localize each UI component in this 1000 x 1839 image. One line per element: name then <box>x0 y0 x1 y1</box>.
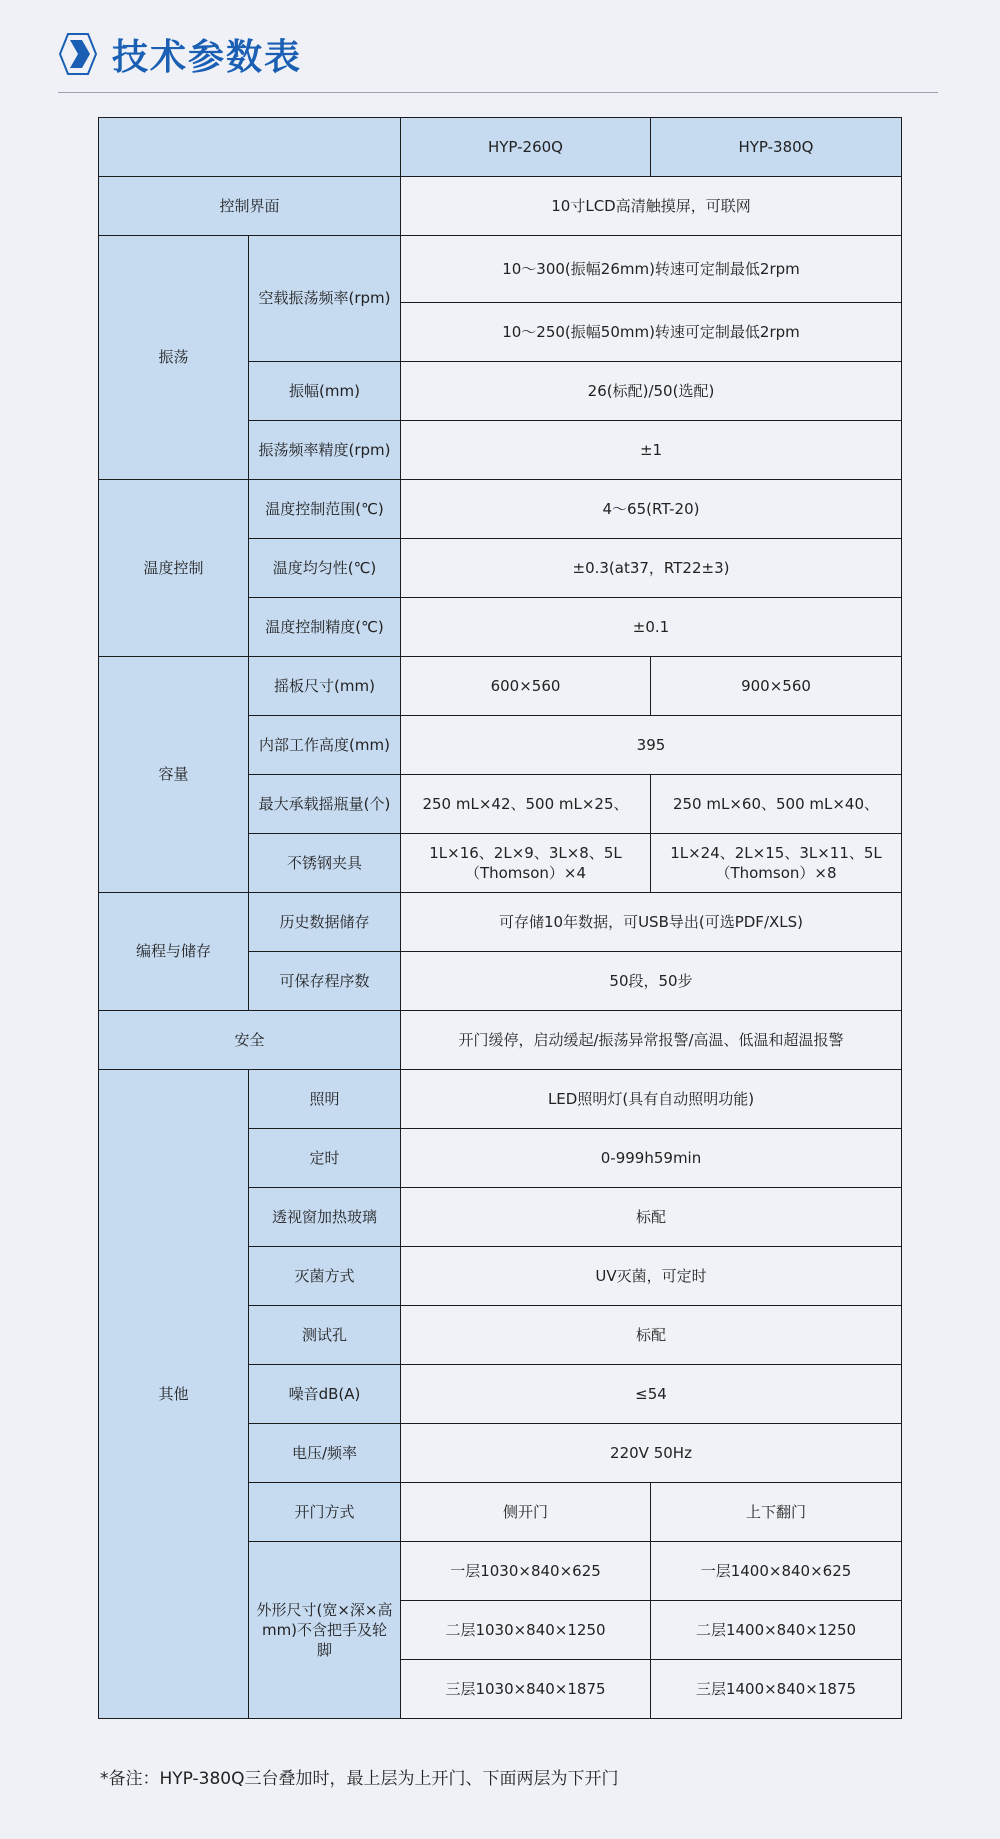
row-label: 内部工作高度(mm) <box>249 716 401 775</box>
row-label: 控制界面 <box>99 177 401 236</box>
row-value-model-1: 一层1030×840×625 <box>401 1542 651 1601</box>
row-label: 温度控制范围(℃) <box>249 480 401 539</box>
row-value: 26(标配)/50(选配) <box>401 362 902 421</box>
row-value-model-2: 250 mL×60、500 mL×40、 <box>651 775 902 834</box>
row-value: 标配 <box>401 1188 902 1247</box>
row-label: 摇板尺寸(mm) <box>249 657 401 716</box>
title-divider <box>58 92 938 93</box>
table-row <box>99 893 902 952</box>
row-label: 开门方式 <box>249 1483 401 1542</box>
row-value-model-1: 侧开门 <box>401 1483 651 1542</box>
row-value: ±1 <box>401 421 902 480</box>
row-value: 标配 <box>401 1306 902 1365</box>
row-value: UV灭菌，可定时 <box>401 1247 902 1306</box>
header-model-2: HYP-380Q <box>651 118 902 177</box>
spec-table <box>98 117 902 1719</box>
group-label: 容量 <box>99 657 249 893</box>
row-label: 灭菌方式 <box>249 1247 401 1306</box>
table-row <box>99 1011 902 1070</box>
row-value: ±0.3(at37，RT22±3) <box>401 539 902 598</box>
row-label: 空载振荡频率(rpm) <box>249 236 401 362</box>
footnote: *备注：HYP-380Q三台叠加时，最上层为上开门、下面两层为下开门 <box>100 1769 619 1789</box>
row-value: ±0.1 <box>401 598 902 657</box>
row-value: 0-999h59min <box>401 1129 902 1188</box>
row-label: 不锈钢夹具 <box>249 834 401 893</box>
row-value: ≤54 <box>401 1365 902 1424</box>
row-label: 测试孔 <box>249 1306 401 1365</box>
row-label: 照明 <box>249 1070 401 1129</box>
table-row <box>99 657 902 716</box>
row-label: 安全 <box>99 1011 401 1070</box>
header-corner <box>99 118 401 177</box>
chevron-right-icon <box>58 32 98 76</box>
row-value-model-2: 900×560 <box>651 657 902 716</box>
group-label: 其他 <box>99 1070 249 1719</box>
table-header-row <box>99 118 902 177</box>
row-value: 可存储10年数据，可USB导出(可选PDF/XLS) <box>401 893 902 952</box>
row-label: 定时 <box>249 1129 401 1188</box>
table-row <box>99 1070 902 1129</box>
table-row <box>99 480 902 539</box>
row-value: 220V 50Hz <box>401 1424 902 1483</box>
row-label: 振荡频率精度(rpm) <box>249 421 401 480</box>
row-label: 透视窗加热玻璃 <box>249 1188 401 1247</box>
row-label: 外形尺寸(宽×深×高mm)不含把手及轮脚 <box>249 1542 401 1719</box>
row-value-model-1: 1L×16、2L×9、3L×8、5L（Thomson）×4 <box>401 834 651 893</box>
row-value: 50段，50步 <box>401 952 902 1011</box>
row-label: 可保存程序数 <box>249 952 401 1011</box>
row-label: 最大承载摇瓶量(个) <box>249 775 401 834</box>
row-label: 电压/频率 <box>249 1424 401 1483</box>
table-row <box>99 236 902 303</box>
row-value: 395 <box>401 716 902 775</box>
row-label: 温度控制精度(℃) <box>249 598 401 657</box>
group-label: 振荡 <box>99 236 249 480</box>
row-value: 开门缓停，启动缓起/振荡异常报警/高温、低温和超温报警 <box>401 1011 902 1070</box>
row-label: 温度均匀性(℃) <box>249 539 401 598</box>
row-value-model-2: 二层1400×840×1250 <box>651 1601 902 1660</box>
row-value-model-1: 二层1030×840×1250 <box>401 1601 651 1660</box>
group-label: 温度控制 <box>99 480 249 657</box>
row-value: 10～300(振幅26mm)转速可定制最低2rpm <box>401 236 902 303</box>
row-label: 噪音dB(A) <box>249 1365 401 1424</box>
row-value-model-2: 1L×24、2L×15、3L×11、5L（Thomson）×8 <box>651 834 902 893</box>
row-value-model-2: 一层1400×840×625 <box>651 1542 902 1601</box>
row-value: 10寸LCD高清触摸屏，可联网 <box>401 177 902 236</box>
row-value-model-2: 三层1400×840×1875 <box>651 1660 902 1719</box>
row-label: 历史数据储存 <box>249 893 401 952</box>
row-value-model-1: 600×560 <box>401 657 651 716</box>
row-value-model-1: 三层1030×840×1875 <box>401 1660 651 1719</box>
row-value: 4～65(RT-20) <box>401 480 902 539</box>
row-value-model-2: 上下翻门 <box>651 1483 902 1542</box>
row-value: LED照明灯(具有自动照明功能) <box>401 1070 902 1129</box>
row-label: 振幅(mm) <box>249 362 401 421</box>
header-model-1: HYP-260Q <box>401 118 651 177</box>
group-label: 编程与储存 <box>99 893 249 1011</box>
table-row <box>99 177 902 236</box>
page-header <box>58 30 302 78</box>
row-value-model-1: 250 mL×42、500 mL×25、 <box>401 775 651 834</box>
page-title: 技术参数表 <box>112 36 303 78</box>
row-value: 10～250(振幅50mm)转速可定制最低2rpm <box>401 303 902 362</box>
